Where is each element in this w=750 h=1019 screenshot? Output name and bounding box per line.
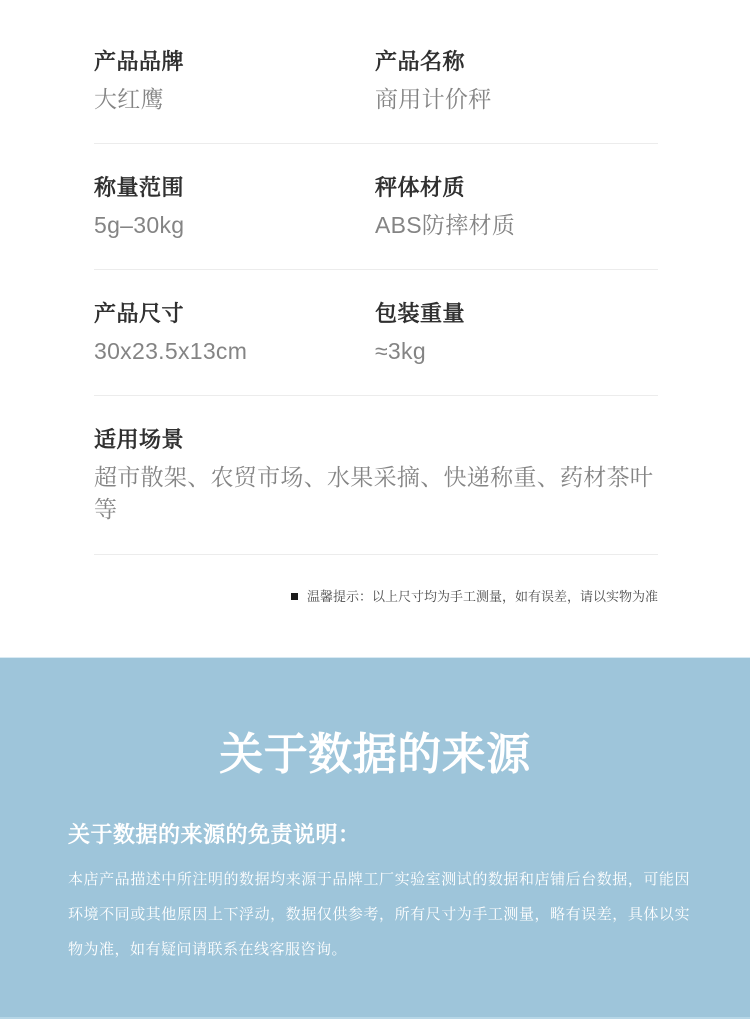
spec-label-dimensions: 产品尺寸 [94,301,185,326]
spec-row [94,144,658,270]
spec-row [94,0,658,144]
spec-cell-scenarios [94,425,658,525]
spec-label-brand: 产品品牌 [94,49,185,74]
spec-cell-material [375,173,658,241]
spec-value-weighing-range: 5g–30kg [94,212,185,238]
spec-value-scenarios: 超市散架、农贸市场、水果采摘、快递称重、药材茶叶等 [94,464,654,522]
spec-label-weighing-range: 称量范围 [94,175,185,200]
spec-label-package-weight: 包装重量 [375,301,466,326]
measurement-note-text: 温馨提示：以上尺寸均为手工测量，如有误差，请以实物为准 [306,589,658,604]
square-bullet-icon [291,593,298,600]
spec-label-product-name: 产品名称 [375,49,466,74]
spec-cell-product-name [375,47,658,115]
data-source-title: 关于数据的来源 [219,730,531,779]
spec-cell-package-weight [375,299,658,367]
spec-row [94,396,658,555]
disclaimer-heading: 关于数据的来源的免责说明： [68,822,361,847]
disclaimer-body: 本店产品描述中所注明的数据均来源于品牌工厂实验室测试的数据和店铺后台数据，可能因环境不同或其他原因上下浮动，数据仅供参考，所有尺寸为手工测量，略有误差，具体以实物为准，如有疑问请联系在线客服咨询。 [68,871,690,958]
spec-value-dimensions: 30x23.5x13cm [94,338,248,364]
spec-value-material: ABS防摔材质 [375,212,516,238]
spec-value-product-name: 商用计价秤 [375,86,492,112]
spec-cell-brand [94,47,375,115]
spec-row [94,270,658,396]
spec-value-package-weight: ≈3kg [375,338,426,364]
data-source-section [0,657,750,1019]
spec-label-scenarios: 适用场景 [94,427,185,452]
spec-cell-weighing-range [94,173,375,241]
measurement-note [94,588,658,606]
spec-label-material: 秤体材质 [375,175,466,200]
spec-cell-dimensions [94,299,375,367]
spec-value-brand: 大红鹰 [94,86,164,112]
